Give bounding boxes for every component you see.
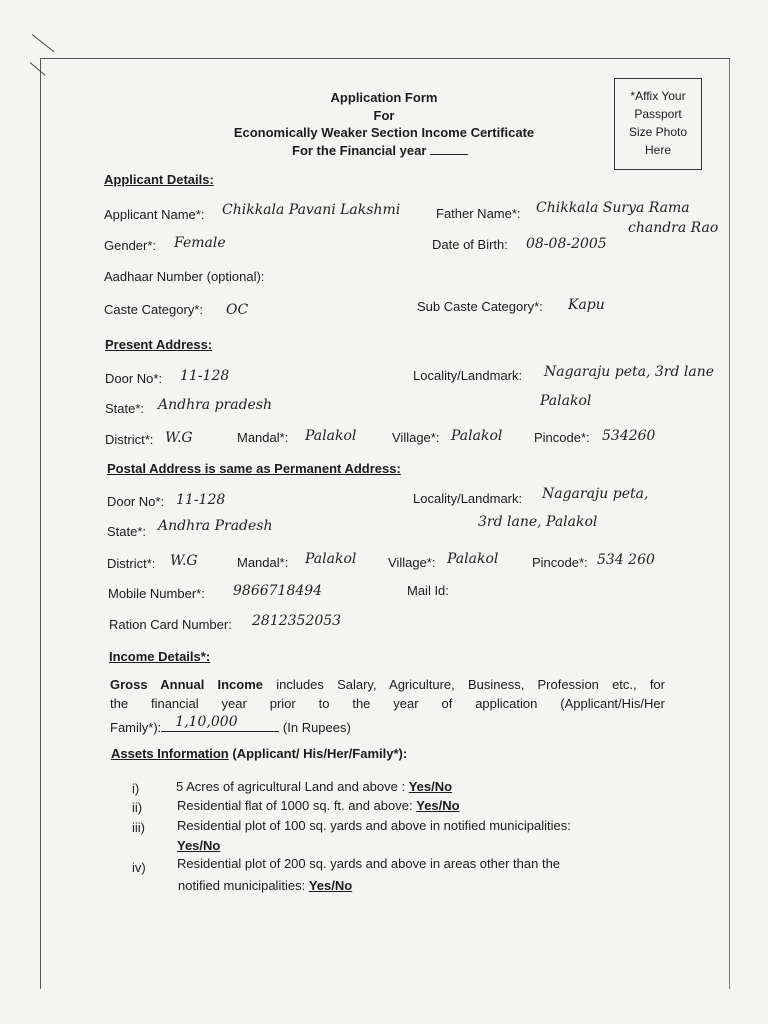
- ration-card-value[interactable]: 2812352053: [252, 613, 342, 629]
- gender-value[interactable]: Female: [174, 235, 226, 251]
- asset-item-text: 5 Acres of agricultural Land and above : Yes/No: [176, 779, 453, 794]
- passport-photo-box: *Affix Your Passport Size Photo Here: [614, 78, 702, 170]
- present-door-label: Door No*:: [105, 371, 163, 386]
- present-locality-label: Locality/Landmark:: [413, 368, 523, 383]
- postal-locality-value[interactable]: Nagaraju peta,: [542, 486, 649, 502]
- mobile-label: Mobile Number*:: [108, 586, 205, 601]
- asset-item-num: i): [132, 781, 140, 796]
- postal-address-heading: Postal Address is same as Permanent Address:: [107, 461, 401, 476]
- financial-year-line: For the Financial year: [292, 143, 468, 159]
- subcaste-label: Sub Caste Category*:: [417, 299, 543, 314]
- ration-card-label: Ration Card Number:: [109, 617, 232, 632]
- present-village-label: Village*:: [392, 430, 440, 445]
- caste-value[interactable]: OC: [226, 302, 249, 318]
- asset-item-text: Residential flat of 1000 sq. ft. and above: Yes/No: [177, 798, 460, 813]
- present-pincode-label: Pincode*:: [534, 430, 590, 445]
- postal-village-label: Village*:: [388, 555, 436, 570]
- applicant-name-label: Applicant Name*:: [104, 207, 205, 222]
- postal-state-value[interactable]: Andhra Pradesh: [158, 518, 273, 534]
- present-pincode-value[interactable]: 534260: [602, 428, 656, 444]
- applicant-name-value[interactable]: Chikkala Pavani Lakshmi: [222, 202, 401, 218]
- asset-yes-no[interactable]: Yes/No: [308, 878, 353, 893]
- present-door-value[interactable]: 11-128: [180, 368, 230, 384]
- father-name-value[interactable]: Chikkala Surya Rama: [536, 200, 690, 216]
- postal-district-label: District*:: [107, 556, 156, 571]
- asset-item-num: iv): [132, 860, 146, 875]
- paper-crease: [32, 34, 55, 52]
- asset-yes-no[interactable]: Yes/No: [408, 779, 453, 794]
- gender-label: Gender*:: [104, 238, 157, 253]
- asset-item-text-cont: notified municipalities: Yes/No: [178, 878, 353, 893]
- present-state-label: State*:: [105, 401, 145, 416]
- mobile-value[interactable]: 9866718494: [233, 583, 323, 599]
- father-name-value-cont[interactable]: chandra Rao: [628, 220, 719, 236]
- income-amount-value: 1,10,000: [175, 714, 238, 730]
- asset-item-num: ii): [132, 800, 143, 815]
- present-district-value[interactable]: W.G: [165, 430, 193, 446]
- dob-value[interactable]: 08-08-2005: [526, 236, 607, 252]
- asset-yes-no[interactable]: Yes/No: [416, 798, 460, 813]
- postal-mandal-value[interactable]: Palakol: [305, 551, 357, 567]
- caste-label: Caste Category*:: [104, 302, 203, 317]
- present-district-label: District*:: [105, 432, 154, 447]
- postal-district-value[interactable]: W.G: [170, 553, 198, 569]
- dob-label: Date of Birth:: [432, 237, 508, 252]
- present-mandal-value[interactable]: Palakol: [305, 428, 357, 444]
- present-mandal-label: Mandal*:: [237, 430, 289, 445]
- present-state-value[interactable]: Andhra pradesh: [158, 397, 273, 413]
- present-locality-value[interactable]: Nagaraju peta, 3rd lane: [544, 364, 715, 380]
- form-title: Application Form: [330, 90, 438, 105]
- asset-item-text: Residential plot of 200 sq. yards and above in areas other than the: [177, 856, 561, 871]
- father-name-label: Father Name*:: [436, 206, 521, 221]
- income-paragraph: Gross Annual Income includes Salary, Agriculture, Business, Profession etc., for the financial year prior to the year of application (Applicant/His/Her: [110, 677, 665, 711]
- assets-heading: Assets Information (Applicant/ His/Her/Family*):: [111, 746, 408, 761]
- subcaste-value[interactable]: Kapu: [568, 297, 605, 313]
- postal-village-value[interactable]: Palakol: [447, 551, 499, 567]
- form-title-for: For: [373, 108, 395, 123]
- present-village-value[interactable]: Palakol: [451, 428, 503, 444]
- postal-locality-value-cont[interactable]: 3rd lane, Palakol: [478, 514, 598, 530]
- postal-pincode-label: Pincode*:: [532, 555, 588, 570]
- asset-yes-no[interactable]: Yes/No: [177, 838, 221, 853]
- postal-door-value[interactable]: 11-128: [176, 492, 226, 508]
- financial-year-blank[interactable]: [430, 154, 468, 155]
- income-details-heading: Income Details*:: [109, 649, 211, 664]
- aadhaar-label: Aadhaar Number (optional):: [104, 269, 265, 284]
- postal-mandal-label: Mandal*:: [237, 555, 289, 570]
- postal-locality-label: Locality/Landmark:: [413, 491, 523, 506]
- postal-pincode-value[interactable]: 534 260: [597, 552, 655, 568]
- form-title-subject: Economically Weaker Section Income Certificate: [233, 125, 535, 140]
- postal-door-label: Door No*:: [107, 494, 165, 509]
- income-family-line: Family*): 1,10,000 (In Rupees): [110, 714, 351, 735]
- income-amount-field[interactable]: [161, 714, 279, 732]
- asset-item-num: iii): [132, 820, 145, 835]
- postal-state-label: State*:: [107, 524, 147, 539]
- asset-item-text: Residential plot of 100 sq. yards and above in notified municipalities:: [177, 818, 571, 833]
- present-locality-value-cont[interactable]: Palakol: [540, 393, 592, 409]
- applicant-details-heading: Applicant Details:: [104, 172, 214, 187]
- mail-label: Mail Id:: [407, 583, 449, 598]
- present-address-heading: Present Address:: [105, 337, 213, 352]
